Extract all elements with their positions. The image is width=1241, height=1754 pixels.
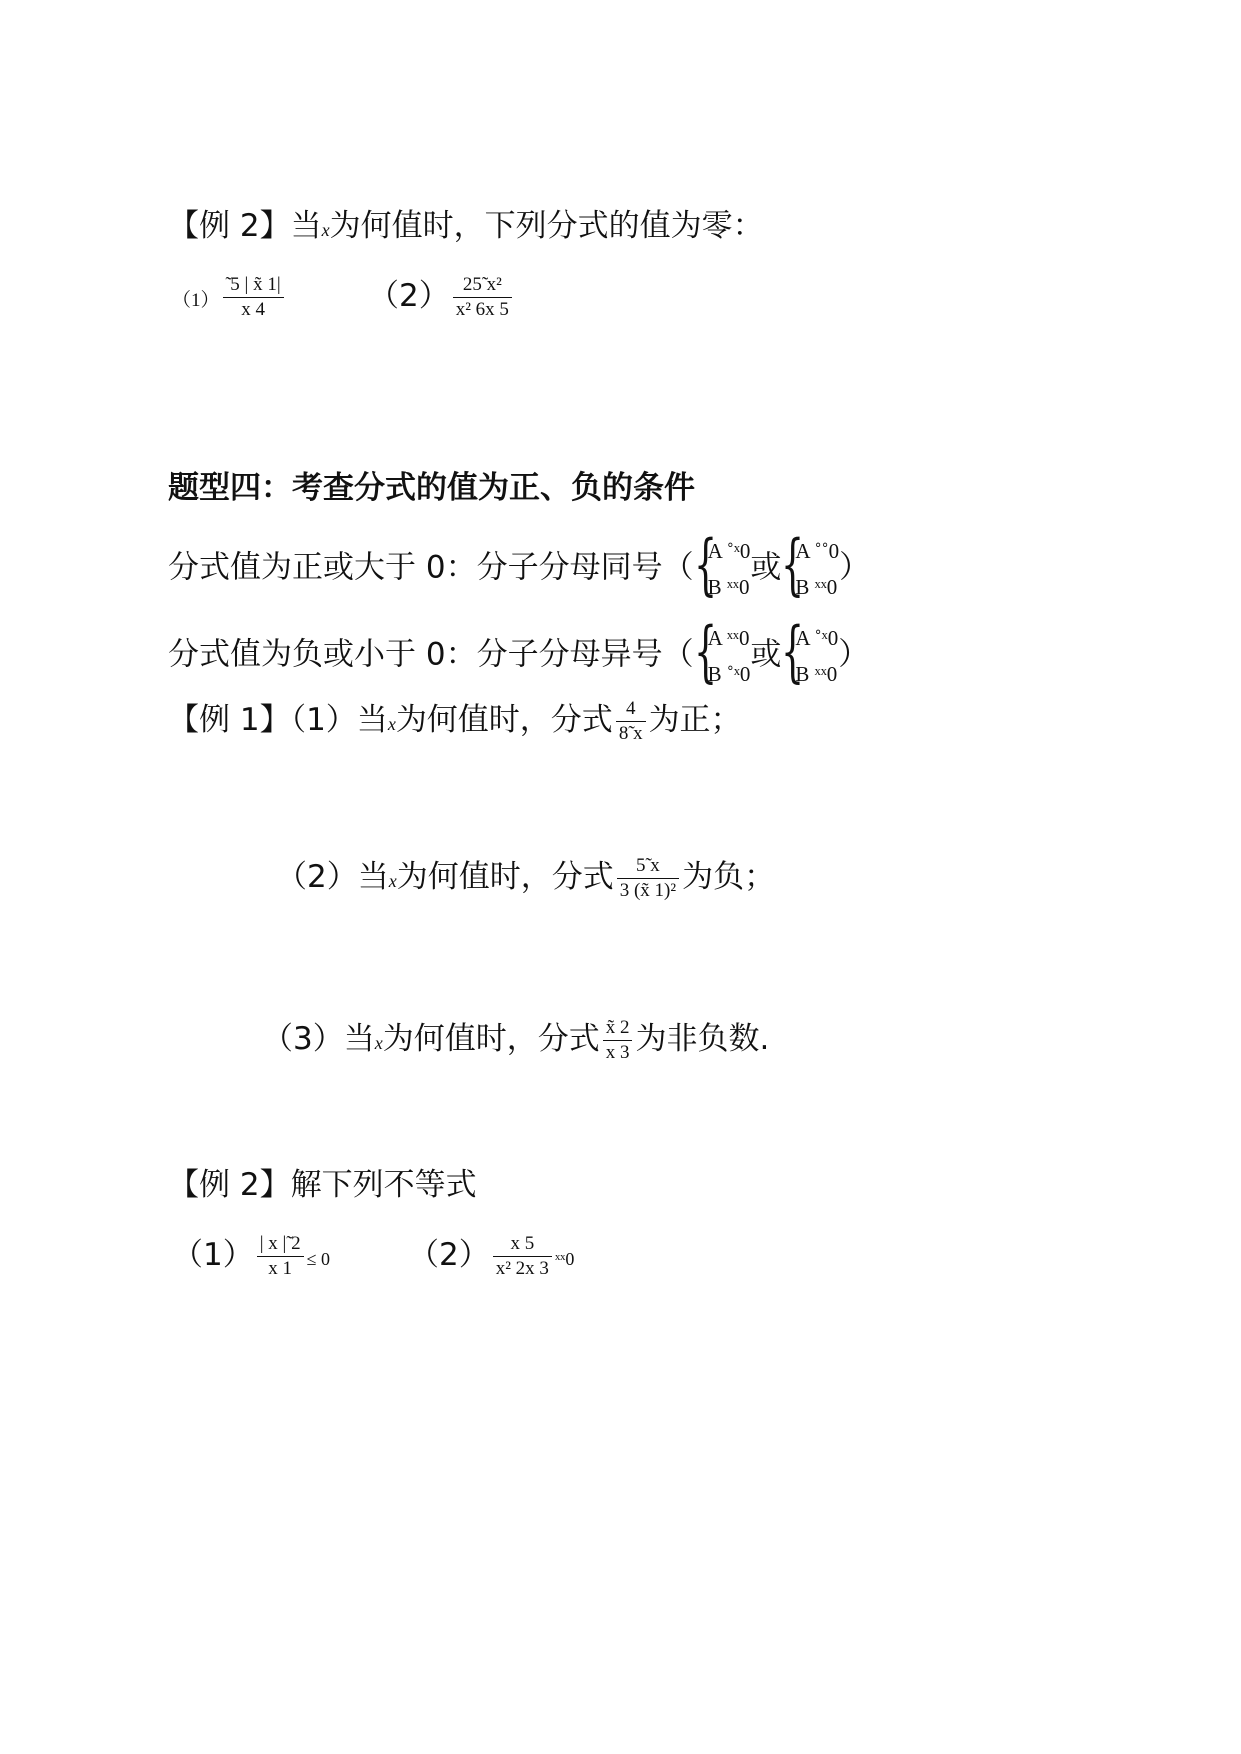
relation: ≤ 0 (306, 1249, 330, 1269)
condition-system: { A ˚ˣ0 B ˣˣ0 (693, 526, 751, 603)
positive-condition: 分式值为正或大于 0：分子分母同号（ { A ˚ˣ0 B ˣˣ0 或 { A ˚˚0 B ˣˣ0 ） (168, 526, 871, 603)
example2-zero-part1 (172, 274, 287, 321)
fraction: $\frac{̃ 5 | x̃ 1|}{x 4}$ (223, 274, 284, 321)
part-label: （2） (408, 1237, 490, 1273)
left-brace-icon: { (693, 613, 717, 690)
example1-part3: （3）当x为何值时，分式 $\frac{x̃ 2}{x 3}$ 为非负数. (262, 1017, 770, 1063)
fraction: $\frac{| x |̃ 2}{x 1}$ (257, 1233, 304, 1280)
example2-zero-part2 (368, 274, 515, 321)
example1-part2: （2）当x为何值时，分式 $\frac{5̃ x}{\text{3 (x̃ 1)²}}$ 为负； (276, 855, 776, 901)
part-label: （1） (172, 1237, 254, 1273)
condition-system: { A ˚˚0 B ˣˣ0 (781, 526, 840, 603)
var-x: x (388, 871, 397, 891)
example2-inequality-title: 【例 2】解下列不等式 (168, 1167, 477, 1203)
part-label: （1） (172, 290, 220, 311)
fraction: $\frac{x 5}{\text{x² 2x 3}}$ (493, 1233, 552, 1280)
var-x: x (321, 220, 330, 240)
left-brace-icon: { (781, 613, 805, 690)
example1-part1: 【例 1】（1）当x为何值时，分式 $\frac{4}{8̃ x}$ 为正； (168, 698, 742, 744)
part-label: （2） (368, 278, 450, 314)
var-x: x (387, 714, 396, 734)
section-heading: 题型四：考查分式的值为正、负的条件 (168, 470, 695, 506)
fraction: $\frac{x̃ 2}{x 3}$ (603, 1017, 633, 1064)
example2-inequality-part2 (408, 1233, 574, 1280)
fraction: $\frac{\text{25̃ x²}}{\text{x² 6x 5}}$ (453, 274, 512, 321)
fraction: $\frac{5̃ x}{\text{3 (x̃ 1)²}}$ (617, 855, 679, 902)
negative-condition: 分式值为负或小于 0：分子分母异号（ { A ˣˣ0 B ˚ˣ0 或 { A ˚ˣ0 B ˣˣ0 ） (168, 613, 870, 690)
relation: ˣˣ0 (554, 1249, 575, 1269)
var-x: x (374, 1033, 383, 1053)
condition-system: { A ˚ˣ0 B ˣˣ0 (781, 613, 839, 690)
left-brace-icon: { (781, 526, 805, 603)
condition-system: { A ˣˣ0 B ˚ˣ0 (693, 613, 751, 690)
left-brace-icon: { (693, 526, 717, 603)
fraction: $\frac{4}{8̃ x}$ (616, 698, 646, 745)
example2-zero-title: 【例 2】当x为何值时，下列分式的值为零： (168, 208, 764, 244)
example2-inequality-part1 (172, 1233, 330, 1280)
